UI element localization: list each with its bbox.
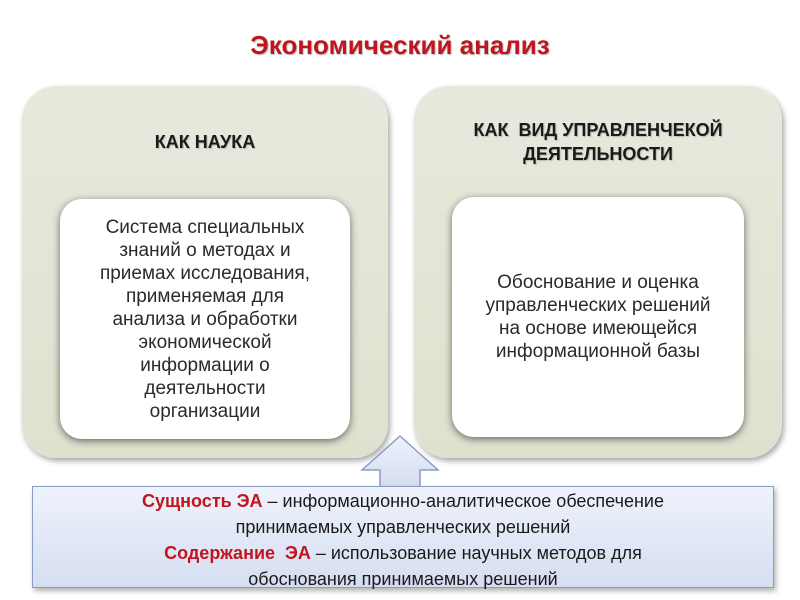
- essence-text: – информационно-аналитическое обеспечение: [262, 491, 664, 511]
- definition-line: Система специальных: [105, 216, 305, 238]
- science-panel: [22, 86, 388, 458]
- definition-line: организации: [149, 400, 261, 422]
- definition-line: экономической: [138, 331, 272, 353]
- definition-line: приемах исследования,: [99, 262, 311, 284]
- definition-line: информации о: [140, 354, 270, 376]
- essence-term: Сущность ЭА: [141, 491, 263, 511]
- up-arrow-icon: [360, 434, 440, 490]
- definition-line: на основе имеющейся: [498, 318, 698, 339]
- science-definition-card: [60, 199, 350, 439]
- management-definition-text: [475, 271, 720, 363]
- definition-line: анализа и обработки: [112, 308, 298, 330]
- management-heading: [414, 118, 782, 166]
- definition-line: деятельности: [144, 377, 266, 399]
- content-line: [33, 540, 773, 566]
- essence-line: [33, 488, 773, 514]
- definition-line: знаний о методах и: [119, 239, 291, 261]
- definition-line: применяемая для: [125, 285, 285, 307]
- management-definition-card: [452, 197, 744, 437]
- management-heading-line: ДЕЯТЕЛЬНОСТИ: [523, 144, 673, 164]
- management-panel: [414, 86, 782, 458]
- content-line-2: обоснования принимаемых решений: [248, 569, 558, 589]
- definition-line: информационной базы: [495, 341, 701, 362]
- page-title: Экономический анализ: [250, 30, 550, 60]
- essence-line-2: принимаемых управленческих решений: [235, 517, 571, 537]
- content-term: Содержание ЭА: [164, 543, 311, 563]
- definition-line: Обоснование и оценка: [497, 272, 699, 293]
- management-heading-line: КАК ВИД УПРАВЛЕНЧЕКОЙ: [473, 120, 723, 140]
- summary-box: [32, 486, 774, 588]
- definition-line: управленческих решений: [485, 295, 711, 316]
- science-heading: КАК НАУКА: [154, 132, 256, 152]
- content-text: – использование научных методов для: [310, 543, 642, 563]
- science-definition-text: [90, 216, 320, 423]
